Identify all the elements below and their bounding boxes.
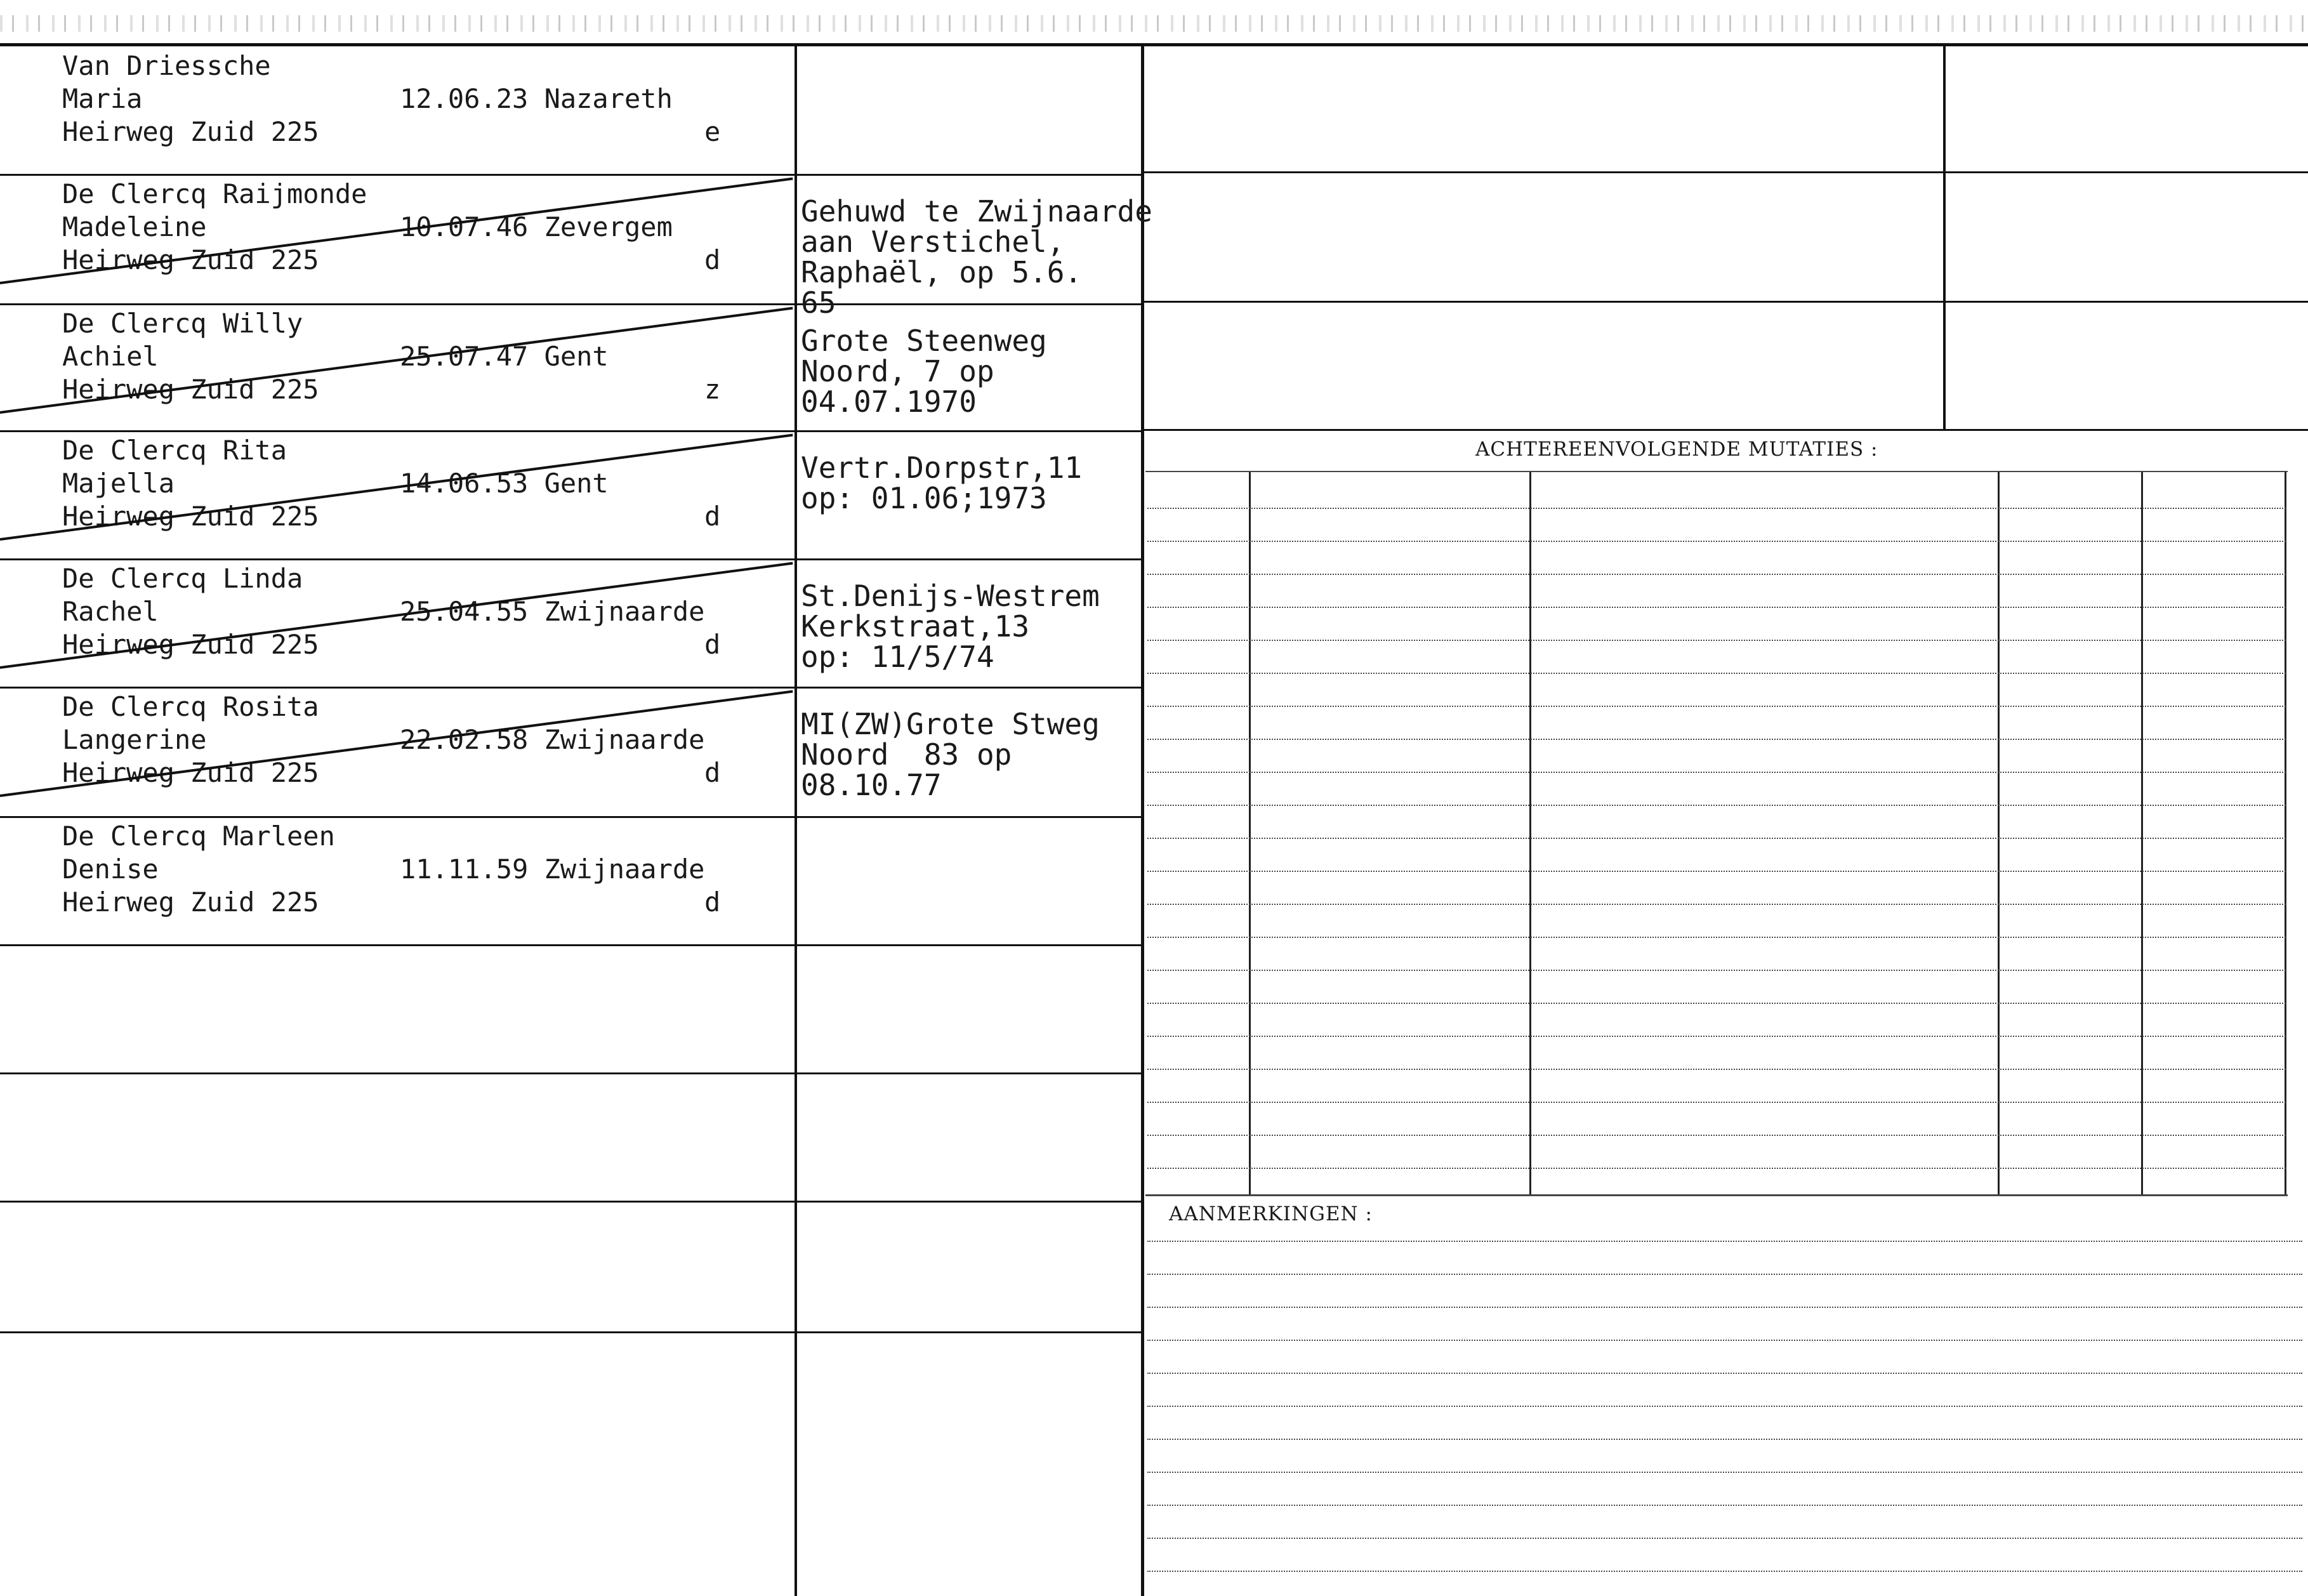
mutations-col-line [1998, 472, 2000, 1194]
ledger-line [1147, 607, 2286, 608]
name-line-2: Langerine [62, 724, 207, 755]
remark-line [1147, 1340, 2302, 1341]
mutations-col-line [2285, 472, 2286, 1194]
remark-line [1147, 1538, 2302, 1539]
remark-line [1147, 1241, 2302, 1242]
right-row-line [1142, 171, 2308, 173]
mutation-text: Grote Steenweg [801, 324, 1047, 358]
mutation-row-line [797, 687, 1141, 689]
remark-line [1147, 1505, 2302, 1506]
ledger-line [1147, 1003, 2286, 1004]
ledger-line [1147, 706, 2286, 707]
mutation-row-line [797, 558, 1141, 560]
person-record [0, 430, 793, 558]
ledger-line [1147, 838, 2286, 839]
birth-date-place: 10.07.46 Zevergem [400, 211, 673, 242]
divider-right-top [1943, 46, 1946, 429]
mutation-row-line [797, 430, 1141, 432]
mutation-row-line [797, 1072, 1141, 1074]
person-record [0, 303, 793, 430]
remark-line [1147, 1472, 2302, 1473]
ledger-line [1147, 673, 2286, 674]
left-row-line [0, 944, 795, 946]
mutations-top-rule [1145, 471, 2288, 472]
name-line-2: Madeleine [62, 211, 207, 242]
mutation-text: Vertr.Dorpstr,11 [801, 451, 1083, 485]
address: Heirweg Zuid 225 [62, 374, 319, 405]
ledger-line [1147, 970, 2286, 971]
ledger-line [1147, 937, 2286, 938]
address: Heirweg Zuid 225 [62, 116, 319, 147]
mutation-text: 04.07.1970 [801, 385, 977, 419]
status-code: d [704, 244, 721, 275]
left-row-line [0, 1201, 795, 1203]
ledger-line [1147, 1168, 2286, 1169]
name-line-2: Denise [62, 854, 159, 885]
remark-line [1147, 1274, 2302, 1275]
status-code: d [704, 887, 721, 918]
ledger-line [1147, 1135, 2286, 1136]
ledger-line [1147, 772, 2286, 773]
remark-line [1147, 1373, 2302, 1374]
ledger-line [1147, 739, 2286, 740]
mutation-text: St.Denijs-Westrem [801, 579, 1100, 613]
address: Heirweg Zuid 225 [62, 757, 319, 788]
mutation-text: Kerkstraat,13 [801, 609, 1030, 643]
mutation-row-line [797, 174, 1141, 176]
mutation-row-line [797, 1201, 1141, 1203]
mutation-text: Raphaël, op 5.6. [801, 255, 1083, 289]
ledger-line [1147, 805, 2286, 806]
status-code: d [704, 629, 721, 660]
ledger-line [1147, 1102, 2286, 1103]
mutations-col-line [2141, 472, 2143, 1194]
ledger-line [1147, 508, 2286, 509]
name-line-1: De Clercq Rita [62, 435, 287, 466]
mutation-text: Gehuwd te Zwijnaarde [801, 194, 1152, 228]
mutations-title: ACHTEREENVOLGENDE MUTATIES : [1475, 438, 1878, 461]
remark-line [1147, 1571, 2302, 1572]
name-line-1: De Clercq Willy [62, 308, 303, 339]
person-record [0, 174, 793, 303]
address: Heirweg Zuid 225 [62, 887, 319, 918]
mutation-text: op: 11/5/74 [801, 640, 994, 674]
address: Heirweg Zuid 225 [62, 501, 319, 532]
name-line-2: Maria [62, 83, 143, 114]
ledger-line [1147, 1036, 2286, 1037]
mutation-row-line [797, 816, 1141, 818]
mutation-text: 65 [801, 286, 836, 320]
ledger-line [1147, 541, 2286, 542]
status-code: z [704, 374, 721, 405]
divider-left [795, 46, 797, 1596]
name-line-1: De Clercq Marleen [62, 821, 335, 852]
birth-date-place: 14.06.53 Gent [400, 468, 609, 499]
right-row-line [1142, 429, 2308, 431]
remark-line [1147, 1307, 2302, 1308]
name-line-1: De Clercq Raijmonde [62, 178, 367, 209]
birth-date-place: 11.11.59 Zwijnaarde [400, 854, 705, 885]
mutation-row-line [797, 944, 1141, 946]
person-record [0, 46, 793, 174]
birth-date-place: 22.02.58 Zwijnaarde [400, 724, 705, 755]
mutation-text: Noord, 7 op [801, 354, 994, 388]
person-record [0, 687, 793, 816]
remarks-title: AANMERKINGEN : [1169, 1203, 1373, 1225]
status-code: d [704, 501, 721, 532]
mutations-col-line [1529, 472, 1531, 1194]
mutation-text: MI(ZW)Grote Stweg [801, 707, 1100, 741]
left-row-line [0, 1072, 795, 1074]
person-record [0, 816, 793, 944]
status-code: d [704, 757, 721, 788]
ledger-line [1147, 904, 2286, 905]
status-code: e [704, 116, 721, 147]
birth-date-place: 25.07.47 Gent [400, 341, 609, 372]
divider-middle [1141, 46, 1144, 1596]
name-line-2: Achiel [62, 341, 159, 372]
name-line-2: Rachel [62, 596, 159, 627]
left-row-line [0, 1331, 795, 1333]
mutation-text: op: 01.06;1973 [801, 481, 1047, 515]
person-record [0, 558, 793, 687]
address: Heirweg Zuid 225 [62, 244, 319, 275]
ledger-line [1147, 574, 2286, 575]
name-line-1: De Clercq Rosita [62, 691, 319, 722]
ledger-line [1147, 640, 2286, 641]
remark-line [1147, 1439, 2302, 1440]
scan-noise [0, 15, 2308, 32]
mutation-row-line [797, 303, 1141, 305]
birth-date-place: 25.04.55 Zwijnaarde [400, 596, 705, 627]
mutation-row-line [797, 1331, 1141, 1333]
right-row-line [1142, 301, 2308, 303]
name-line-2: Majella [62, 468, 175, 499]
mutation-text: aan Verstichel, [801, 225, 1065, 259]
birth-date-place: 12.06.23 Nazareth [400, 83, 673, 114]
ledger-line [1147, 1069, 2286, 1070]
mutation-text: 08.10.77 [801, 768, 942, 802]
mutation-text: Noord 83 op [801, 737, 1012, 772]
ledger-line [1147, 871, 2286, 872]
name-line-1: Van Driessche [62, 50, 271, 81]
mutations-bottom-rule [1145, 1194, 2288, 1196]
name-line-1: De Clercq Linda [62, 563, 303, 594]
mutations-col-line [1249, 472, 1251, 1194]
remark-line [1147, 1406, 2302, 1407]
address: Heirweg Zuid 225 [62, 629, 319, 660]
